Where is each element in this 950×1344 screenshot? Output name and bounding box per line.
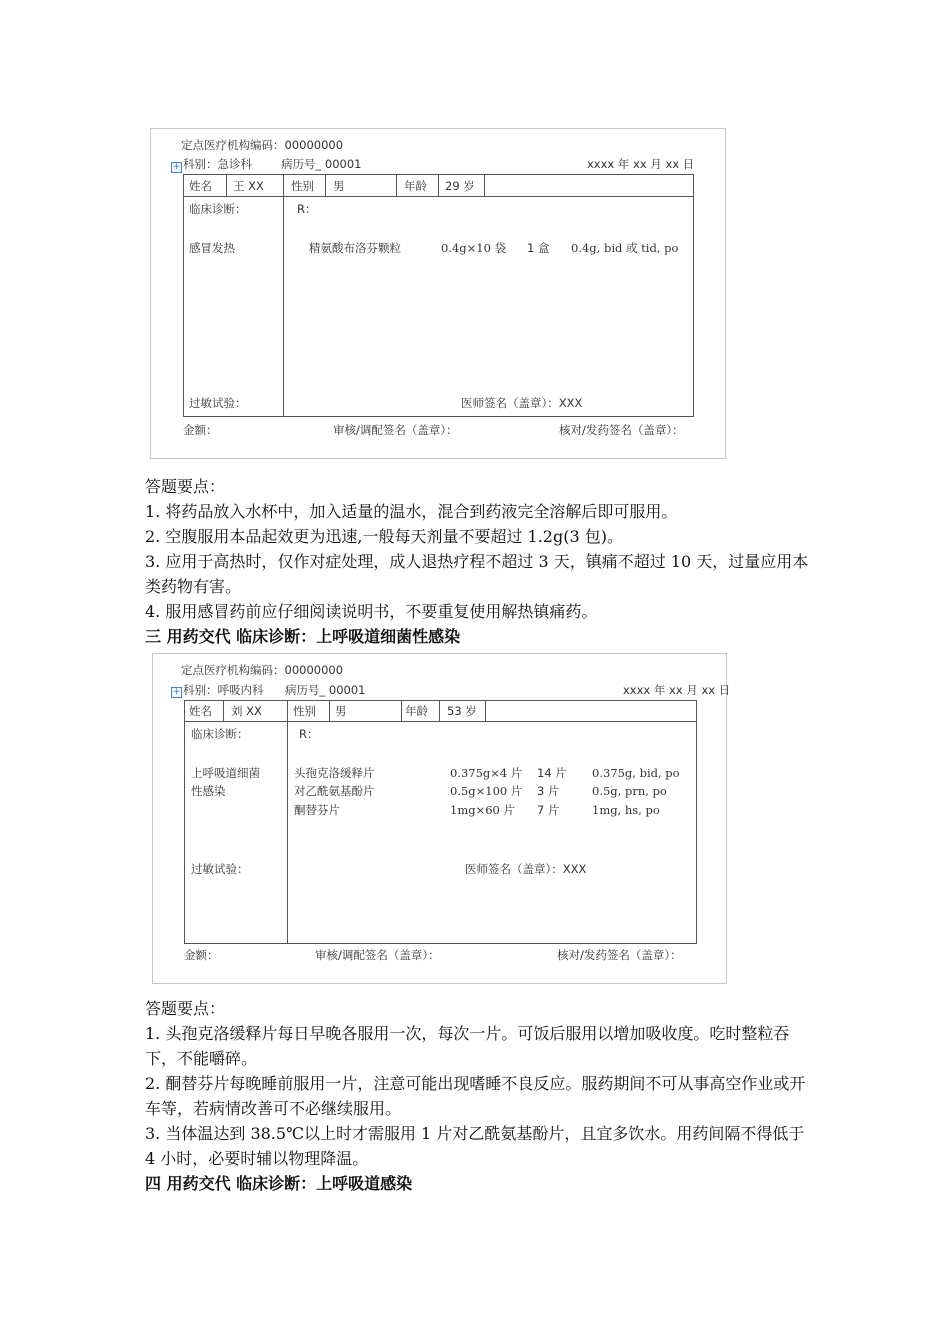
amount-label: 金额： (183, 423, 218, 437)
name-label: 姓名 (189, 704, 212, 718)
rx-label: R： (299, 727, 319, 741)
department: 科别：急诊科 (183, 157, 252, 171)
answer-point: 1. 将药品放入水杯中，加入适量的温水，混合到药液完全溶解后即可服用。 (145, 502, 678, 521)
table-anchor-icon: + (172, 687, 181, 697)
drug-qty: 1 盒 (527, 241, 550, 255)
drug-spec: 0.5g×100 片 (450, 784, 523, 798)
answer-point: 2. 酮替芬片每晚睡前服用一片，注意可能出现嗜睡不良反应。服药期间不可从事高空作业或开车等，若病情改善可不必继续服用。 (145, 1074, 806, 1118)
record-number: 病历号_ 00001 (281, 157, 362, 171)
drug-spec: 1mg×60 片 (450, 803, 516, 817)
drug-qty: 7 片 (537, 803, 560, 817)
age-label: 年龄 (404, 179, 427, 193)
section-title: 答题要点： (145, 999, 226, 1018)
drug-spec: 0.375g×4 片 (450, 766, 523, 780)
prescription-table (184, 700, 697, 944)
age-value: 29 岁 (445, 179, 475, 193)
amount-label: 金额： (184, 948, 219, 962)
doctor-signature: 医师签名（盖章）：XXX (465, 862, 587, 876)
name-value: 王 XX (233, 179, 264, 193)
org-code: 定点医疗机构编码：00000000 (181, 138, 344, 152)
allergy-label: 过敏试验： (191, 862, 249, 876)
answer-point: 3. 当体温达到 38.5℃以上时才需服用 1 片对乙酰氨基酚片，且宜多饮水。用药间隔不得低于 4 小时，必要时辅以物理降温。 (145, 1124, 805, 1168)
drug-name: 酮替芬片 (294, 803, 340, 817)
sex-value: 男 (335, 704, 347, 718)
drug-usage: 0.4g, bid 或 tid, po (571, 241, 679, 255)
drug-qty: 3 片 (537, 784, 560, 798)
table-anchor-icon: + (172, 162, 181, 172)
date: xxxx 年 xx 月 xx 日 (623, 683, 731, 697)
sex-label: 性别 (293, 704, 316, 718)
drug-name: 对乙酰氨基酚片 (294, 784, 375, 798)
answer-point: 4. 服用感冒药前应仔细阅读说明书，不要重复使用解热镇痛药。 (145, 602, 598, 621)
age-value: 53 岁 (447, 704, 477, 718)
drug-usage: 1mg, hs, po (592, 803, 660, 817)
record-number: 病历号_ 00001 (285, 683, 366, 697)
name-label: 姓名 (189, 179, 212, 193)
review-signature: 审核/调配签名（盖章）： (315, 948, 440, 962)
name-value: 刘 XX (231, 704, 262, 718)
drug-name: 头孢克洛缓释片 (294, 766, 375, 780)
section-heading: 四 用药交代 临床诊断：上呼吸道感染 (145, 1174, 413, 1193)
department: 科别：呼吸内科 (183, 683, 264, 697)
section-title: 答题要点： (145, 477, 226, 496)
diagnosis-label: 临床诊断： (191, 727, 249, 741)
drug-usage: 0.375g, bid, po (592, 766, 680, 780)
diagnosis-value: 上呼吸道细菌 (191, 766, 260, 780)
drug-spec: 0.4g×10 袋 (441, 241, 507, 255)
age-label: 年龄 (405, 704, 428, 718)
sex-label: 性别 (291, 179, 314, 193)
doctor-signature: 医师签名（盖章）：XXX (461, 396, 583, 410)
drug-name: 精氨酸布洛芬颗粒 (309, 241, 401, 255)
org-code: 定点医疗机构编码：00000000 (181, 663, 344, 677)
drug-qty: 14 片 (537, 766, 567, 780)
review-signature: 审核/调配签名（盖章）： (333, 423, 458, 437)
prescription-image-1 (150, 128, 726, 459)
section-heading: 三 用药交代 临床诊断：上呼吸道细菌性感染 (145, 627, 461, 646)
dispense-signature: 核对/发药签名（盖章）： (557, 948, 682, 962)
date: xxxx 年 xx 月 xx 日 (587, 157, 695, 171)
rx-label: R： (297, 202, 317, 216)
prescription-image-2 (152, 653, 731, 984)
prescription-table (183, 174, 694, 417)
allergy-label: 过敏试验： (189, 396, 247, 410)
answer-point: 1. 头孢克洛缓释片每日早晚各服用一次，每次一片。可饭后服用以增加吸收度。吃时整粒吞下，不能嚼碎。 (145, 1024, 790, 1068)
diagnosis-value: 性感染 (191, 784, 226, 798)
answer-point: 2. 空腹服用本品起效更为迅速,一般每天剂量不要超过 1.2g(3 包)。 (145, 527, 623, 546)
drug-usage: 0.5g, prn, po (592, 784, 667, 798)
diagnosis-label: 临床诊断： (189, 202, 247, 216)
sex-value: 男 (333, 179, 345, 193)
diagnosis-value: 感冒发热 (189, 241, 235, 255)
answer-point: 3. 应用于高热时，仅作对症处理，成人退热疗程不超过 3 天，镇痛不超过 10 天，过量应用本类药物有害。 (145, 552, 809, 596)
dispense-signature: 核对/发药签名（盖章）： (559, 423, 684, 437)
